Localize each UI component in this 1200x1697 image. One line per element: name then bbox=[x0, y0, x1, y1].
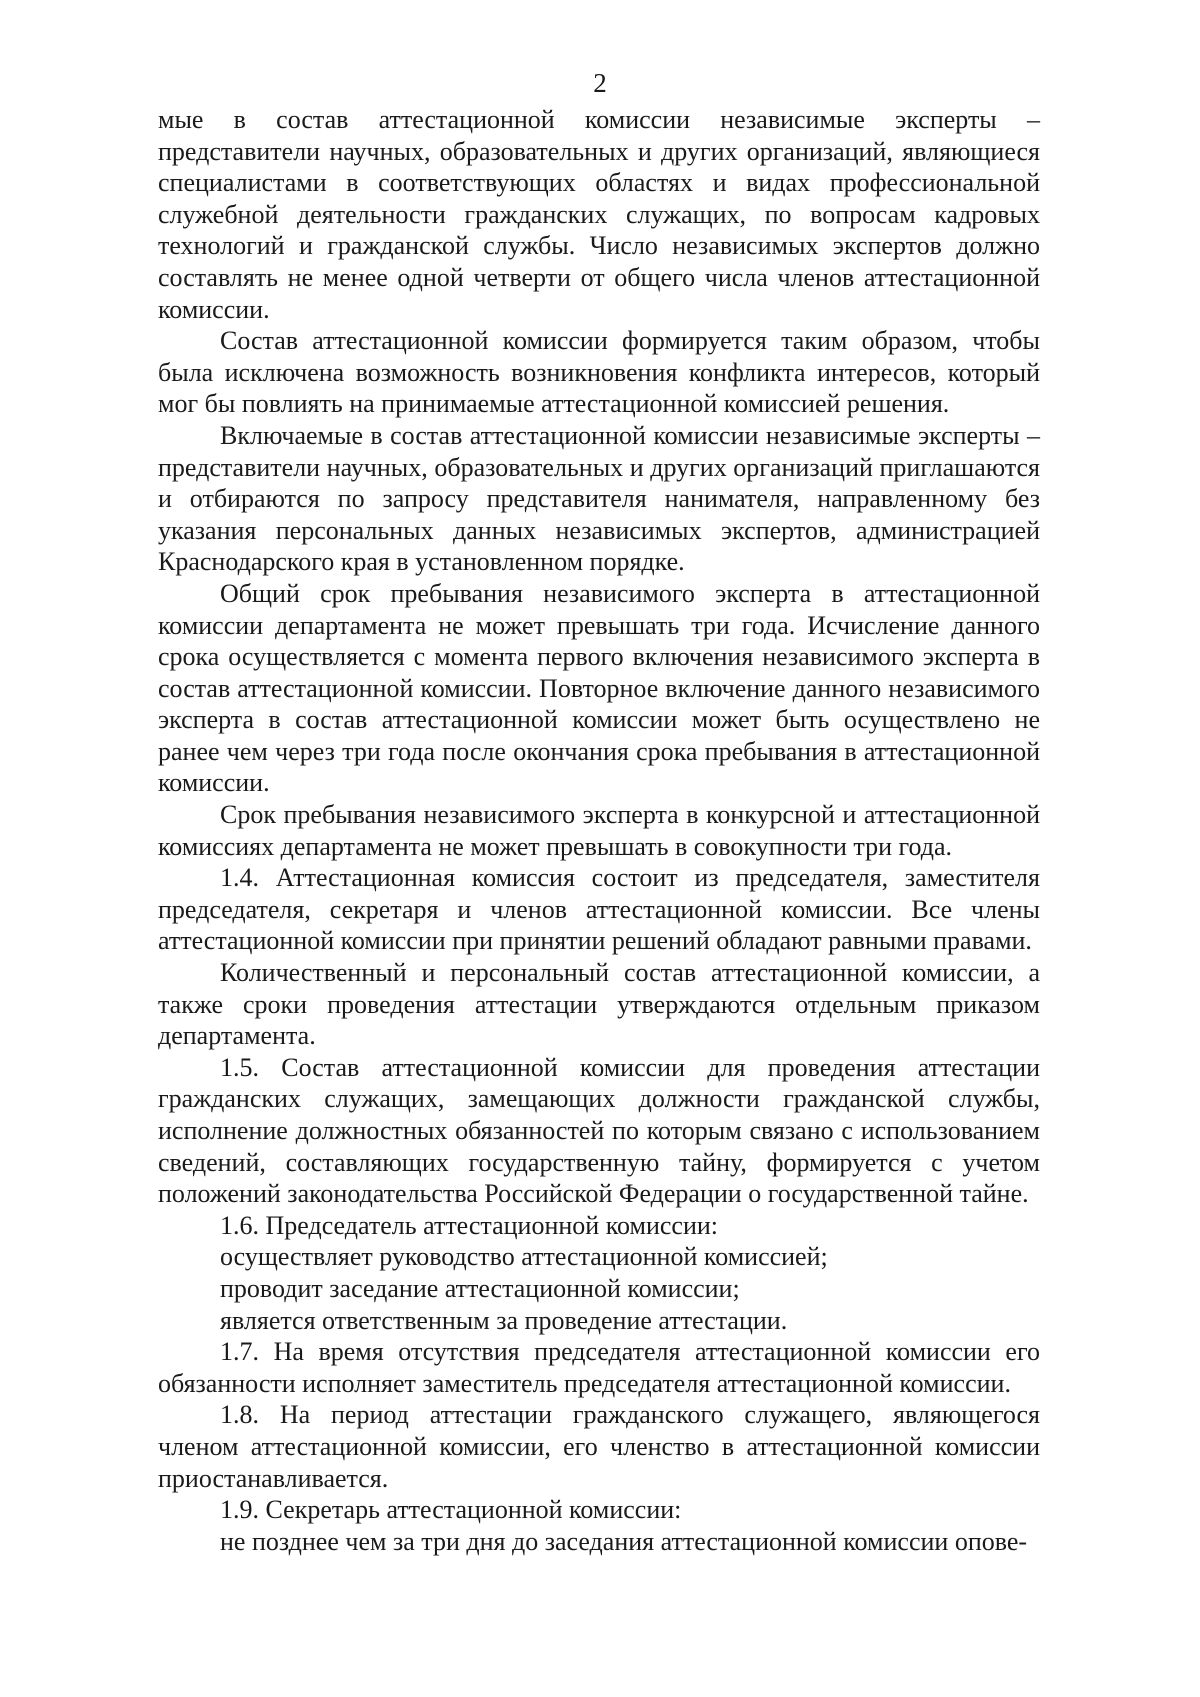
paragraph-15: 1.9. Секретарь аттестационной комиссии: bbox=[220, 1495, 682, 1525]
paragraph-4: Общий срок пребывания независимого эксперта в аттестационной комиссии департамента не может превышать три года. Исчисление данного срока осуществляется с момента первого включения независимого эксперта в состав аттестационной комиссии. Повторное включение данного независимого эксперта в состав аттестационной комиссии может быть осуществлено не ранее чем через три года после окончания срока пребывания в аттестационной комиссии. bbox=[158, 578, 1040, 798]
paragraph-11: проводит заседание аттестационной комиссии; bbox=[220, 1273, 740, 1303]
paragraph-3: Включаемые в состав аттестационной комиссии независимые эксперты – представители научных, образовательных и других организаций приглашаются и отбираются по запросу представителя нанимателя, направленному без указания персональных данных независимых экспертов, администрацией Краснодарского края в установленном порядке. bbox=[158, 420, 1040, 577]
page-number: 2 bbox=[593, 68, 607, 98]
paragraph-14: 1.8. На период аттестации гражданского служащего, являющегося членом аттестационной комиссии, его членство в аттестационной комиссии приостанавливается. bbox=[158, 1400, 1040, 1493]
paragraph-8: 1.5. Состав аттестационной комиссии для проведения аттестации гражданских служащих, замещающих должности гражданской службы, исполнение должностных обязанностей по которым связано с использованием сведений, составляющих государственную тайну, формируется с учетом положений законодательства Российской Федерации о государственной тайне. bbox=[158, 1052, 1040, 1209]
paragraph-12: является ответственным за проведение аттестации. bbox=[220, 1305, 788, 1335]
paragraph-7: Количественный и персональный состав аттестационной комиссии, а также сроки проведения аттестации утверждаются отдельным приказом департамента. bbox=[158, 958, 1040, 1051]
paragraph-2: Состав аттестационной комиссии формируется таким образом, чтобы была исключена возможность возникновения конфликта интересов, который мог бы повлиять на принимаемые аттестационной комиссией решения. bbox=[158, 326, 1040, 419]
paragraph-13: 1.7. На время отсутствия председателя аттестационной комиссии его обязанности исполняет заместитель председателя аттестационной комиссии. bbox=[158, 1337, 1040, 1398]
document-body bbox=[158, 104, 1040, 1557]
paragraph-16: не позднее чем за три дня до заседания аттестационной комиссии опове- bbox=[220, 1526, 1028, 1556]
paragraph-5: Срок пребывания независимого эксперта в конкурсной и аттестационной комиссиях департамента не может превышать в совокупности три года. bbox=[158, 800, 1040, 861]
paragraph-6: 1.4. Аттестационная комиссия состоит из председателя, заместителя председателя, секретаря и членов аттестационной комиссии. Все члены аттестационной комиссии при принятии решений обладают равными правами. bbox=[158, 863, 1040, 956]
paragraph-10: осуществляет руководство аттестационной комиссией; bbox=[220, 1242, 828, 1272]
paragraph-9: 1.6. Председатель аттестационной комиссии: bbox=[220, 1210, 719, 1240]
paragraph-1: мые в состав аттестационной комиссии независимые эксперты – представители научных, образовательных и других организаций, являющиеся специалистами в соответствующих областях и видах профессиональной служебной деятельности гражданских служащих, по вопросам кадровых технологий и гражданской службы. Число независимых экспертов должно составлять не менее одной четверти от общего числа членов аттестационной комиссии. bbox=[158, 105, 1040, 324]
